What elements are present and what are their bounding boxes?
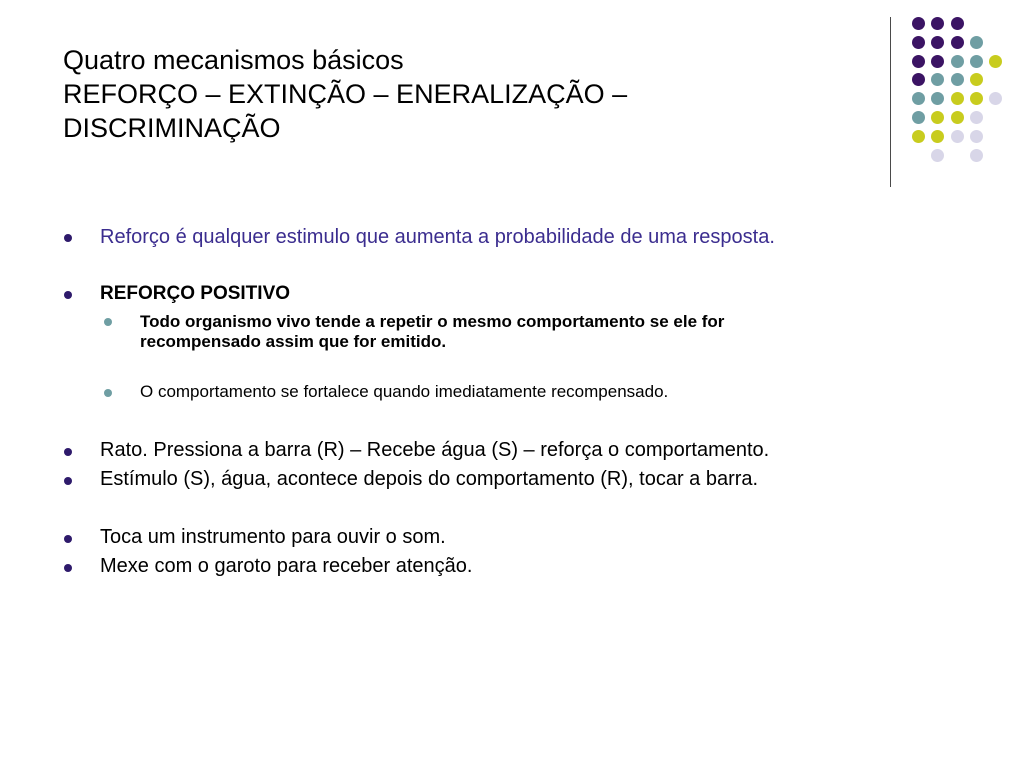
decorative-dot	[912, 36, 925, 49]
vertical-divider	[890, 17, 891, 187]
slide-title	[63, 43, 863, 145]
decorative-dot	[951, 130, 964, 143]
sub-bullet-icon	[104, 389, 112, 397]
bullet-icon	[64, 448, 72, 456]
decorative-dot	[970, 92, 983, 105]
decorative-dot	[931, 55, 944, 68]
decorative-dot	[951, 92, 964, 105]
title-line-2: REFORÇO – EXTINÇÃO – ENERALIZAÇÃO –	[63, 79, 628, 109]
bullet-icon	[64, 291, 72, 299]
decorative-dot	[931, 17, 944, 30]
decorative-dot	[912, 130, 925, 143]
bullet-icon	[64, 564, 72, 572]
decorative-dot	[951, 36, 964, 49]
decorative-dot	[912, 17, 925, 30]
decorative-dot	[912, 92, 925, 105]
bullet-icon	[64, 535, 72, 543]
decorative-dot	[931, 36, 944, 49]
bullet-rato: Rato. Pressiona a barra (R) – Recebe água (S) – reforça o comportamento.	[100, 439, 770, 461]
decorative-dot	[931, 92, 944, 105]
decorative-dot	[931, 73, 944, 86]
decorative-dot	[970, 73, 983, 86]
decorative-dot	[970, 149, 983, 162]
decorative-dot	[912, 111, 925, 124]
title-line-3: DISCRIMINAÇÃO	[63, 113, 281, 143]
decorative-dot	[970, 36, 983, 49]
decorative-dot	[931, 111, 944, 124]
sub-bullet-organismo-line-1: Todo organismo vivo tende a repetir o mesmo comportamento se ele for	[140, 312, 725, 331]
decorative-dot	[951, 55, 964, 68]
bullet-icon	[64, 234, 72, 242]
decorative-dot	[951, 111, 964, 124]
decorative-dot	[989, 92, 1002, 105]
decorative-dot	[970, 111, 983, 124]
title-line-1: Quatro mecanismos básicos	[63, 45, 404, 75]
sub-bullet-comportamento: O comportamento se fortalece quando imediatamente recompensado.	[140, 382, 669, 401]
sub-bullet-organismo-line-2: recompensado assim que for emitido.	[140, 332, 447, 351]
decorative-dot	[951, 73, 964, 86]
decorative-dot	[970, 55, 983, 68]
bullet-reforco-positivo: REFORÇO POSITIVO	[100, 283, 291, 304]
decorative-dot	[931, 130, 944, 143]
decorative-dot	[970, 130, 983, 143]
bullet-garoto: Mexe com o garoto para receber atenção.	[100, 555, 473, 577]
decorative-dot	[989, 55, 1002, 68]
decorative-dot	[912, 73, 925, 86]
decorative-dot	[931, 149, 944, 162]
sub-bullet-icon	[104, 318, 112, 326]
decorative-dot	[951, 17, 964, 30]
bullet-instrumento: Toca um instrumento para ouvir o som.	[100, 526, 446, 548]
bullet-reforco-definicao: Reforço é qualquer estimulo que aumenta a probabilidade de uma resposta.	[100, 226, 775, 248]
bullet-icon	[64, 477, 72, 485]
decorative-dot	[912, 55, 925, 68]
bullet-estimulo: Estímulo (S), água, acontece depois do comportamento (R), tocar a barra.	[100, 468, 759, 490]
